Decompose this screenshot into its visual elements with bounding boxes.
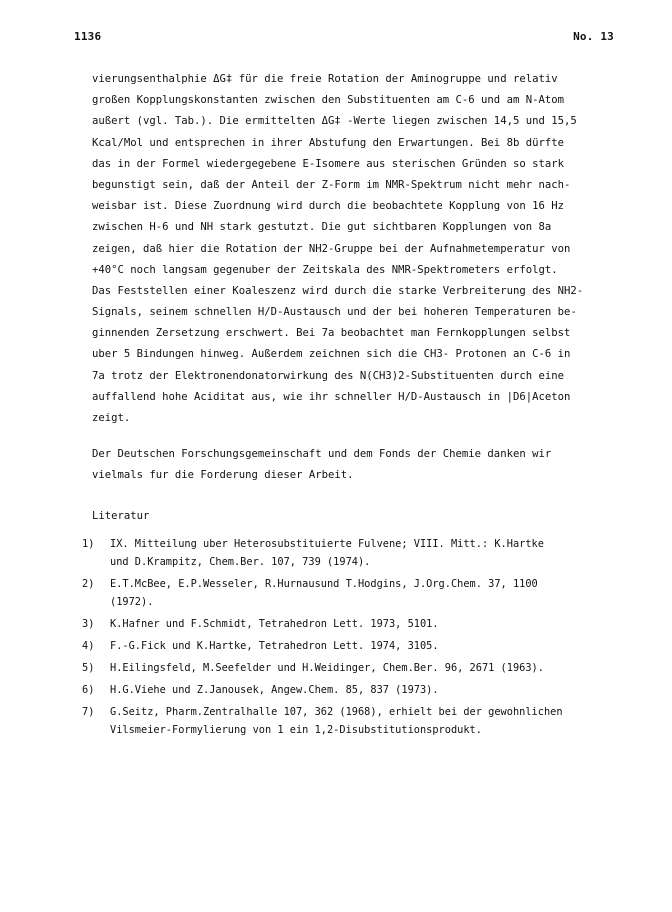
reference-text: G.Seitz, Pharm.Zentralhalle 107, 362 (1968), erhielt bei der gewohnlichen <box>110 705 563 718</box>
body-line: Signals, seinem schnellen H/D-Austausch und der bei hoheren Temperaturen be- <box>92 306 577 319</box>
body-line: zeigt. <box>92 412 131 424</box>
reference-number: 1) <box>82 537 95 550</box>
reference-continuation: Vilsmeier-Formylierung von 1 ein 1,2-Disubstitutionsprodukt. <box>110 723 482 736</box>
reference-item <box>82 575 614 611</box>
reference-number: 5) <box>82 661 95 674</box>
acknowledgement-line: vielmals fur die Forderung dieser Arbeit. <box>92 469 354 482</box>
body-line: zeigen, daß hier die Rotation der NH2-Gruppe bei der Aufnahmetemperatur von <box>92 242 571 255</box>
body-line: außert (vgl. Tab.). Die ermittelten ΔG‡ -Werte liegen zwischen 14,5 und 15,5 <box>92 115 577 128</box>
reference-number: 2) <box>82 577 95 590</box>
reference-text: E.T.McBee, E.P.Wesseler, R.Hurnausund T.Hodgins, J.Org.Chem. 37, 1100 <box>110 577 538 590</box>
acknowledgement <box>92 444 614 486</box>
reference-text: K.Hafner und F.Schmidt, Tetrahedron Lett. 1973, 5101. <box>110 617 439 630</box>
reference-continuation: (1972). <box>110 595 154 608</box>
reference-item <box>82 615 614 633</box>
body-paragraph <box>92 69 614 429</box>
reference-text: H.G.Viehe und Z.Janousek, Angew.Chem. 85, 837 (1973). <box>110 683 439 696</box>
reference-text: H.Eilingsfeld, M.Seefelder und H.Weidinger, Chem.Ber. 96, 2671 (1963). <box>110 661 544 674</box>
body-line: +40°C noch langsam gegenuber der Zeitskala des NMR-Spektrometers erfolgt. <box>92 263 558 276</box>
reference-item <box>82 703 614 739</box>
reference-number: 7) <box>82 705 95 718</box>
reference-number: 4) <box>82 639 95 652</box>
body-line: auffallend hohe Aciditat aus, wie ihr schneller H/D-Austausch in |D6|Aceton <box>92 390 571 403</box>
reference-item <box>82 637 614 655</box>
journal-issue: No. 13 <box>573 30 614 43</box>
article-body <box>82 69 614 743</box>
reference-item <box>82 535 614 571</box>
body-line: uber 5 Bindungen hinweg. Außerdem zeichnen sich die CH3- Protonen an C-6 in <box>92 348 571 361</box>
body-line: großen Kopplungskonstanten zwischen den Substituenten am C-6 und am N-Atom <box>92 94 564 107</box>
body-line: ginnenden Zersetzung erschwert. Bei 7a beobachtet man Fernkopplungen selbst <box>92 327 571 340</box>
reference-number: 3) <box>82 617 95 630</box>
body-line: 7a trotz der Elektronendonatorwirkung des N(CH3)2-Substituenten durch eine <box>92 369 564 382</box>
body-line: das in der Formel wiedergegebene E-Isomere aus sterischen Gründen so stark <box>92 157 564 170</box>
reference-continuation: und D.Krampitz, Chem.Ber. 107, 739 (1974). <box>110 555 371 568</box>
body-line: Das Feststellen einer Koaleszenz wird durch die starke Verbreiterung des NH2- <box>92 284 584 297</box>
body-line: Kcal/Mol und entsprechen in ihrer Abstufung den Erwartungen. Bei 8b dürfte <box>92 136 564 149</box>
body-line: zwischen H-6 und NH stark gestutzt. Die gut sichtbaren Kopplungen von 8a <box>92 221 552 234</box>
acknowledgement-line: Der Deutschen Forschungsgemeinschaft und dem Fonds der Chemie danken wir <box>92 448 552 461</box>
reference-list <box>82 535 614 739</box>
page-number: 1136 <box>74 30 102 43</box>
reference-item <box>82 681 614 699</box>
reference-text: F.-G.Fick und K.Hartke, Tetrahedron Lett. 1974, 3105. <box>110 639 439 652</box>
literature-heading: Literatur <box>92 509 150 522</box>
body-line: vierungsenthalphie ΔG‡ für die freie Rotation der Aminogruppe und relativ <box>92 73 558 85</box>
body-line: weisbar ist. Diese Zuordnung wird durch die beobachtete Kopplung von 16 Hz <box>92 200 564 213</box>
reference-number: 6) <box>82 683 95 696</box>
reference-text: IX. Mitteilung uber Heterosubstituierte Fulvene; VIII. Mitt.: K.Hartke <box>110 537 544 550</box>
reference-item <box>82 659 614 677</box>
body-line: begunstigt sein, daß der Anteil der Z-Form im NMR-Spektrum nicht mehr nach- <box>92 178 571 191</box>
